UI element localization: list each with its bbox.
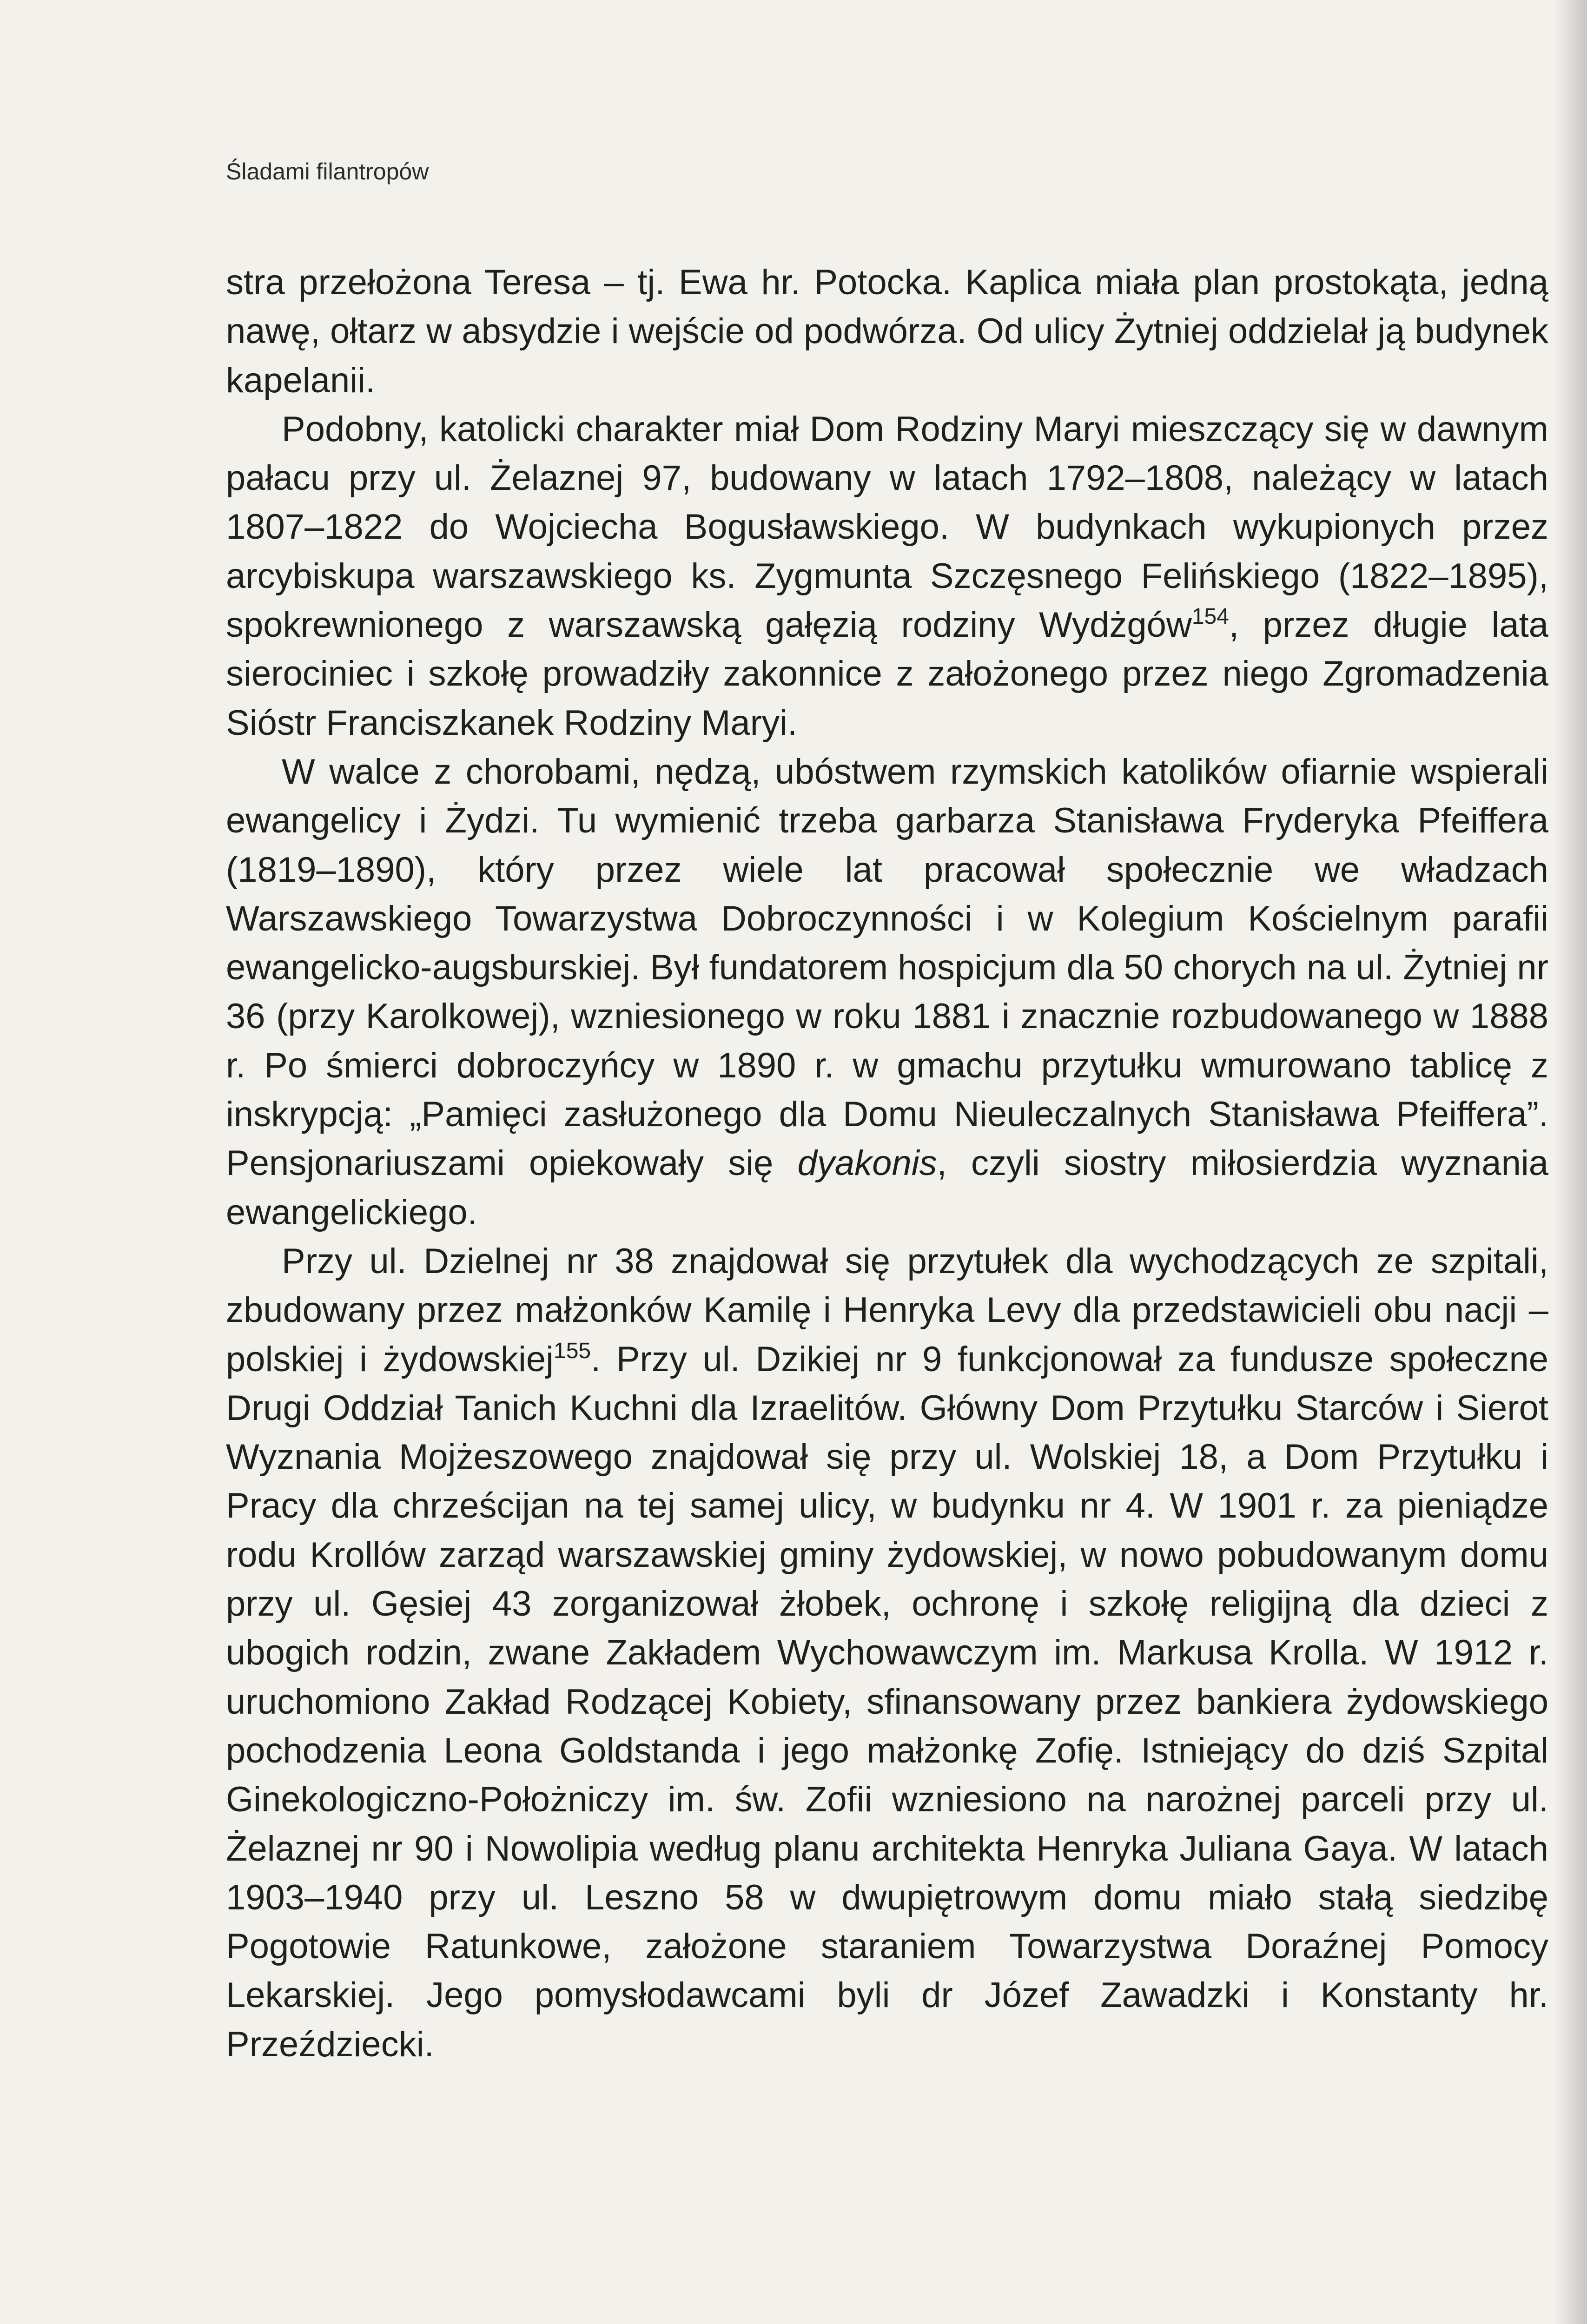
paragraph-text: W walce z chorobami, nędzą, ubóstwem rzymskich katolików ofiarnie wspierali ewangelicy i Żydzi. Tu wymienić trzeba garbarza Stanisława Fryderyka Pfeiffera (1819–1890), który przez wiele lat pracował społecznie we władzach Warszawskiego Towarzystwa Dobroczynności i w Kolegium Kościelnym parafii ewangelicko-augsburskiej. Był fundatorem hospicjum dla 50 chorych na ul. Żytniej nr 36 (przy Karolkowej), wzniesionego w roku 1881 i znacznie rozbudowanego w 1888 r. Po śmierci dobroczyńcy w 1890 r. w gmachu przytułku wmurowano tablicę z inskrypcją: „Pamięci zasłużonego dla Domu Nieuleczalnych Stanisława Pfeiffera”. Pensjonariuszami opiekowały się — [226, 752, 1548, 1183]
italic-term: dyakonis — [797, 1143, 937, 1183]
footnote-ref-155[interactable]: 155 — [554, 1338, 591, 1363]
paragraph-ewangelicy-zydzi — [226, 747, 1548, 1237]
paragraph-text: Podobny, katolicki charakter miał Dom Rodziny Maryi mieszczący się w dawnym pałacu przy ul. Żelaznej 97, budowany w latach 1792–1808, należący w latach 1807–1822 do Wojciecha Bogusławskiego. W budynkach wykupionych przez arcybiskupa warszawskiego ks. Zygmunta Szczęsnego Felińskiego (1822–1895), spokrewnionego z warszawską gałęzią rodziny Wydżgów — [226, 409, 1548, 645]
running-head: Śladami filantropów — [226, 158, 429, 185]
paragraph-text: stra przełożona Teresa – tj. Ewa hr. Potocka. Kaplica miała plan prostokąta, jedną nawę, ołtarz w absydzie i wejście od podwórza. Od ulicy Żytniej oddzielał ją budynek kapelanii. — [226, 263, 1548, 400]
paragraph-text: , przez długie lata sierociniec i szkołę prowadziły zakonnice z założonego przez niego Zgromadzenia Sióstr Franciszkanek Rodziny Maryi. — [226, 605, 1548, 743]
paragraph-dom-rodziny-maryi — [226, 405, 1548, 747]
paragraph-text: Przy ul. Dzielnej nr 38 znajdował się przytułek dla wychodzących ze szpitali, zbudowany przez małżonków Kamilę i Henryka Levy dla przedstawicieli obu nacji – polskiej i żydowskiej — [226, 1241, 1548, 1379]
footnote-ref-154[interactable]: 154 — [1191, 604, 1229, 629]
paragraph-continued — [226, 258, 1548, 405]
body-text — [226, 258, 1548, 2069]
paragraph-przytulki — [226, 1237, 1548, 2069]
paragraph-text: , czyli siostry miłosierdzia wyznania ewangelickiego. — [226, 1143, 1548, 1232]
paragraph-text: . Przy ul. Dzikiej nr 9 funkcjonował za fundusze społeczne Drugi Oddział Tanich Kuchni dla Izraelitów. Główny Dom Przytułku Starców i Sierot Wyznania Mojżeszowego znajdował się przy ul. Wolskiej 18, a Dom Przytułku i Pracy dla chrześcijan na tej samej ulicy, w budynku nr 4. W 1901 r. za pieniądze rodu Krollów zarząd warszawskiej gminy żydowskiej, w nowo pobudowanym domu przy ul. Gęsiej 43 zorganizował żłobek, ochronę i szkołę religijną dla dzieci z ubogich rodzin, zwane Zakładem Wychowawczym im. Markusa Krolla. W 1912 r. uruchomiono Zakład Rodzącej Kobiety, sfinansowany przez bankiera żydowskiego pochodzenia Leona Goldstanda i jego małżonkę Zofię. Istniejący do dziś Szpital Ginekologiczno-Położniczy im. św. Zofii wzniesiono na narożnej parceli przy ul. Żelaznej nr 90 i Nowolipia według planu architekta Henryka Juliana Gaya. W latach 1903–1940 przy ul. Leszno 58 w dwupiętrowym domu miało stałą siedzibę Pogotowie Ratunkowe, założone staraniem Towarzystwa Doraźnej Pomocy Lekarskiej. Jego pomysłodawcami byli dr Józef Zawadzki i Konstanty hr. Przeździecki. — [226, 1339, 1549, 2064]
